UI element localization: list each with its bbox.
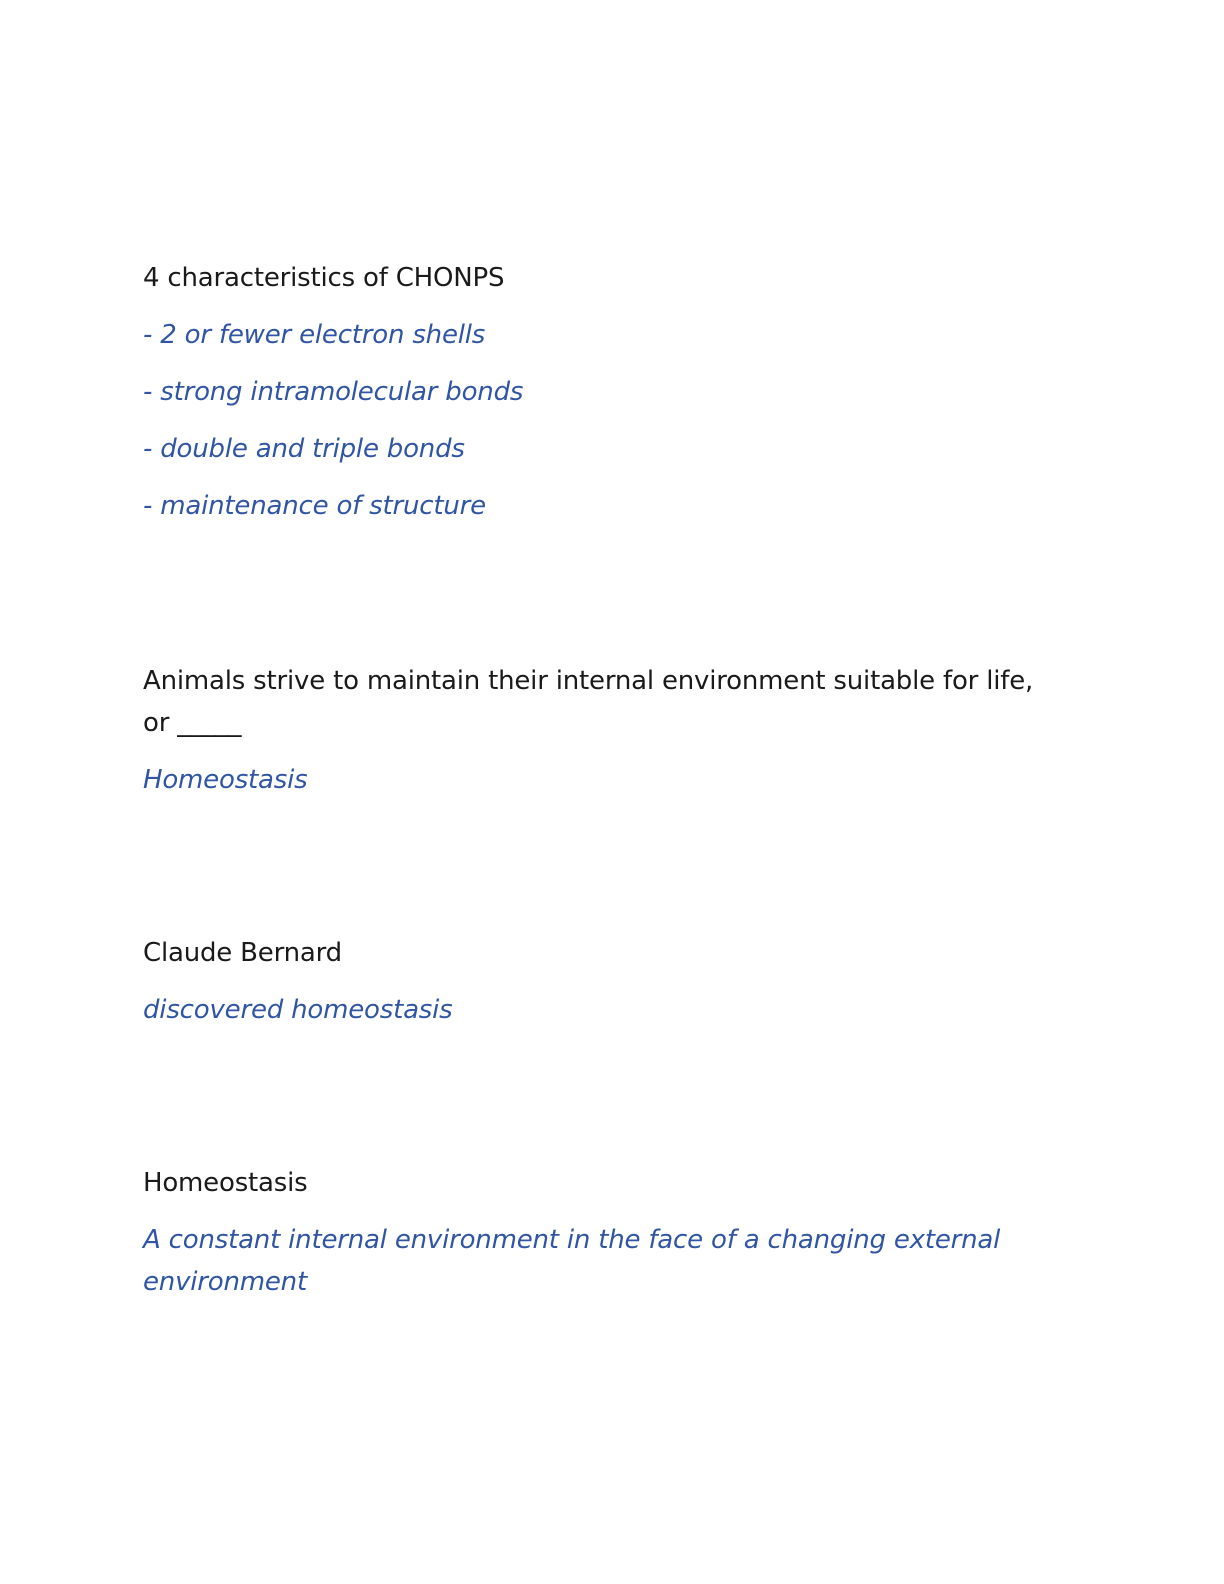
flashcard-internal-environment bbox=[143, 660, 1063, 801]
flashcard-claude-bernard bbox=[143, 932, 1063, 1031]
card-answer-item: - strong intramolecular bonds bbox=[143, 377, 524, 407]
card-answer-item: - double and triple bonds bbox=[143, 434, 465, 464]
card-term: Homeostasis bbox=[143, 1168, 308, 1198]
card-answer-item: - 2 or fewer electron shells bbox=[143, 320, 486, 350]
card-answer: Homeostasis bbox=[143, 765, 308, 795]
card-answer-item: - maintenance of structure bbox=[143, 491, 486, 521]
flashcard-chonps bbox=[143, 257, 1063, 527]
flashcard-homeostasis bbox=[143, 1162, 1063, 1303]
card-answer: discovered homeostasis bbox=[143, 995, 453, 1025]
card-term: Animals strive to maintain their internal environment suitable for life, or _____ bbox=[143, 666, 1034, 738]
card-term: Claude Bernard bbox=[143, 938, 342, 968]
card-answer: A constant internal environment in the face of a changing external environment bbox=[143, 1225, 1001, 1297]
card-term: 4 characteristics of CHONPS bbox=[143, 263, 505, 293]
